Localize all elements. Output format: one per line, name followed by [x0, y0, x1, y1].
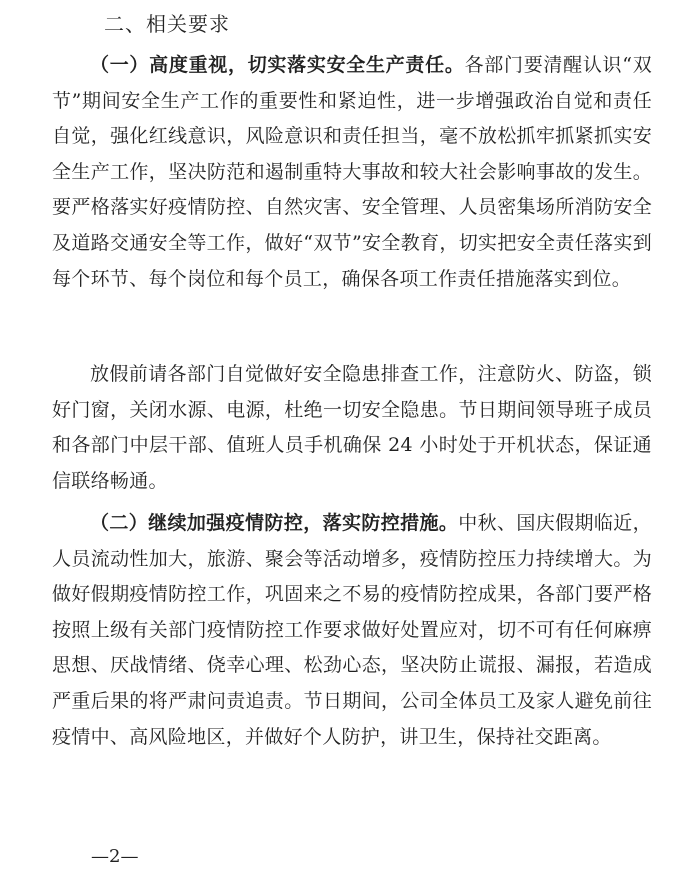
paragraph-bold-lead: （一）高度重视，切实落实安全生产责任。	[90, 54, 465, 76]
section-heading: 二、相关要求	[104, 12, 230, 36]
paragraph-body: 各部门要清醒认识“双节”期间安全生产工作的重要性和紧迫性，进一步增强政治自觉和责任自觉，强化红线意识，风险意识和责任担当，毫不放松抓牢抓紧抓实安全生产工作，坚决防范和遏制重特大事故和较大社会影响事故的发生。要严格落实好疫情防控、自然灾害、安全管理、人员密集场所消防安全及道路交通安全等工作，做好“双节”安全教育，切实把安全责任落实到每个环节、每个岗位和每个员工，确保各项工作责任措施落实到位。	[52, 54, 652, 290]
paragraph-pre-holiday-inspection	[52, 357, 652, 499]
paragraph-body: 中秋、国庆假期临近，人员流动性加大，旅游、聚会等活动增多，疫情防控压力持续增大。为做好假期疫情防控工作，巩固来之不易的疫情防控成果，各部门要严格按照上级有关部门疫情防控工作要求做好处置应对，切不可有任何麻痹思想、厌战情绪、侥幸心理、松劲心态，坚决防止谎报、漏报，若造成严重后果的将严肃问责追责。节日期间，公司全体员工及家人避免前往疫情中、高风险地区，并做好个人防护，讲卫生，保持社交距离。	[52, 512, 652, 748]
paragraph-safety-responsibility	[52, 48, 652, 297]
paragraph-bold-lead: （二）继续加强疫情防控，落实防控措施。	[90, 512, 459, 534]
paragraph-body: 放假前请各部门自觉做好安全隐患排查工作，注意防火、防盗，锁好门窗，关闭水源、电源，杜绝一切安全隐患。节日期间领导班子成员和各部门中层干部、值班人员手机确保 24 小时处于开机状态，保证通信联络畅通。	[52, 363, 652, 492]
paragraph-epidemic-prevention	[52, 506, 652, 755]
page-number: —2—	[91, 846, 139, 867]
